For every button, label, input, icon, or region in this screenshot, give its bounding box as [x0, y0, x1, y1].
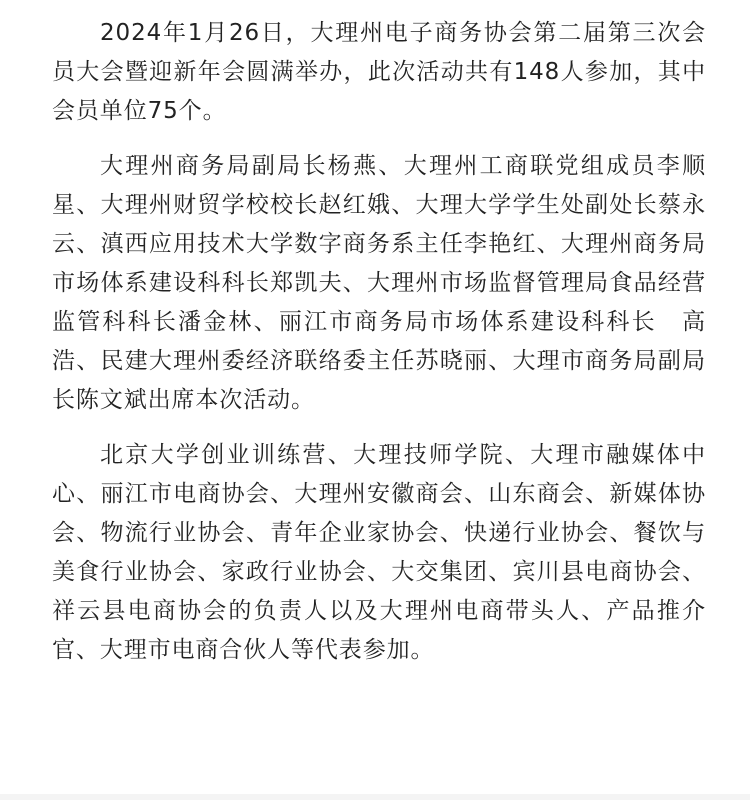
paragraph-officials-attending: 大理州商务局副局长杨燕、大理州工商联党组成员李顺星、大理州财贸学校校长赵红娥、大理大学学生处副处长蔡永云、滇西应用技术大学数字商务系主任李艳红、大理州商务局市场体系建设科科长郑凯夫、大理州市场监督管理局食品经营监管科科长潘金林、丽江市商务局市场体系建设科科长 高浩、民建大理州委经济联络委主任苏晓丽、大理市商务局副局长陈文斌出席本次活动。 — [52, 153, 706, 413]
paragraph-organizations-attending: 北京大学创业训练营、大理技师学院、大理市融媒体中心、丽江市电商协会、大理州安徽商会、山东商会、新媒体协会、物流行业协会、青年企业家协会、快递行业协会、餐饮与美食行业协会、家政行业协会、大交集团、宾川县电商协会、祥云县电商协会的负责人以及大理州电商带头人、产品推介官、大理市电商合伙人等代表参加。 — [52, 442, 706, 663]
bottom-edge — [0, 794, 750, 800]
paragraph-event-summary: 2024年1月26日，大理州电子商务协会第二届第三次会员大会暨迎新年会圆满举办，此次活动共有148人参加，其中会员单位75个。 — [52, 20, 706, 124]
